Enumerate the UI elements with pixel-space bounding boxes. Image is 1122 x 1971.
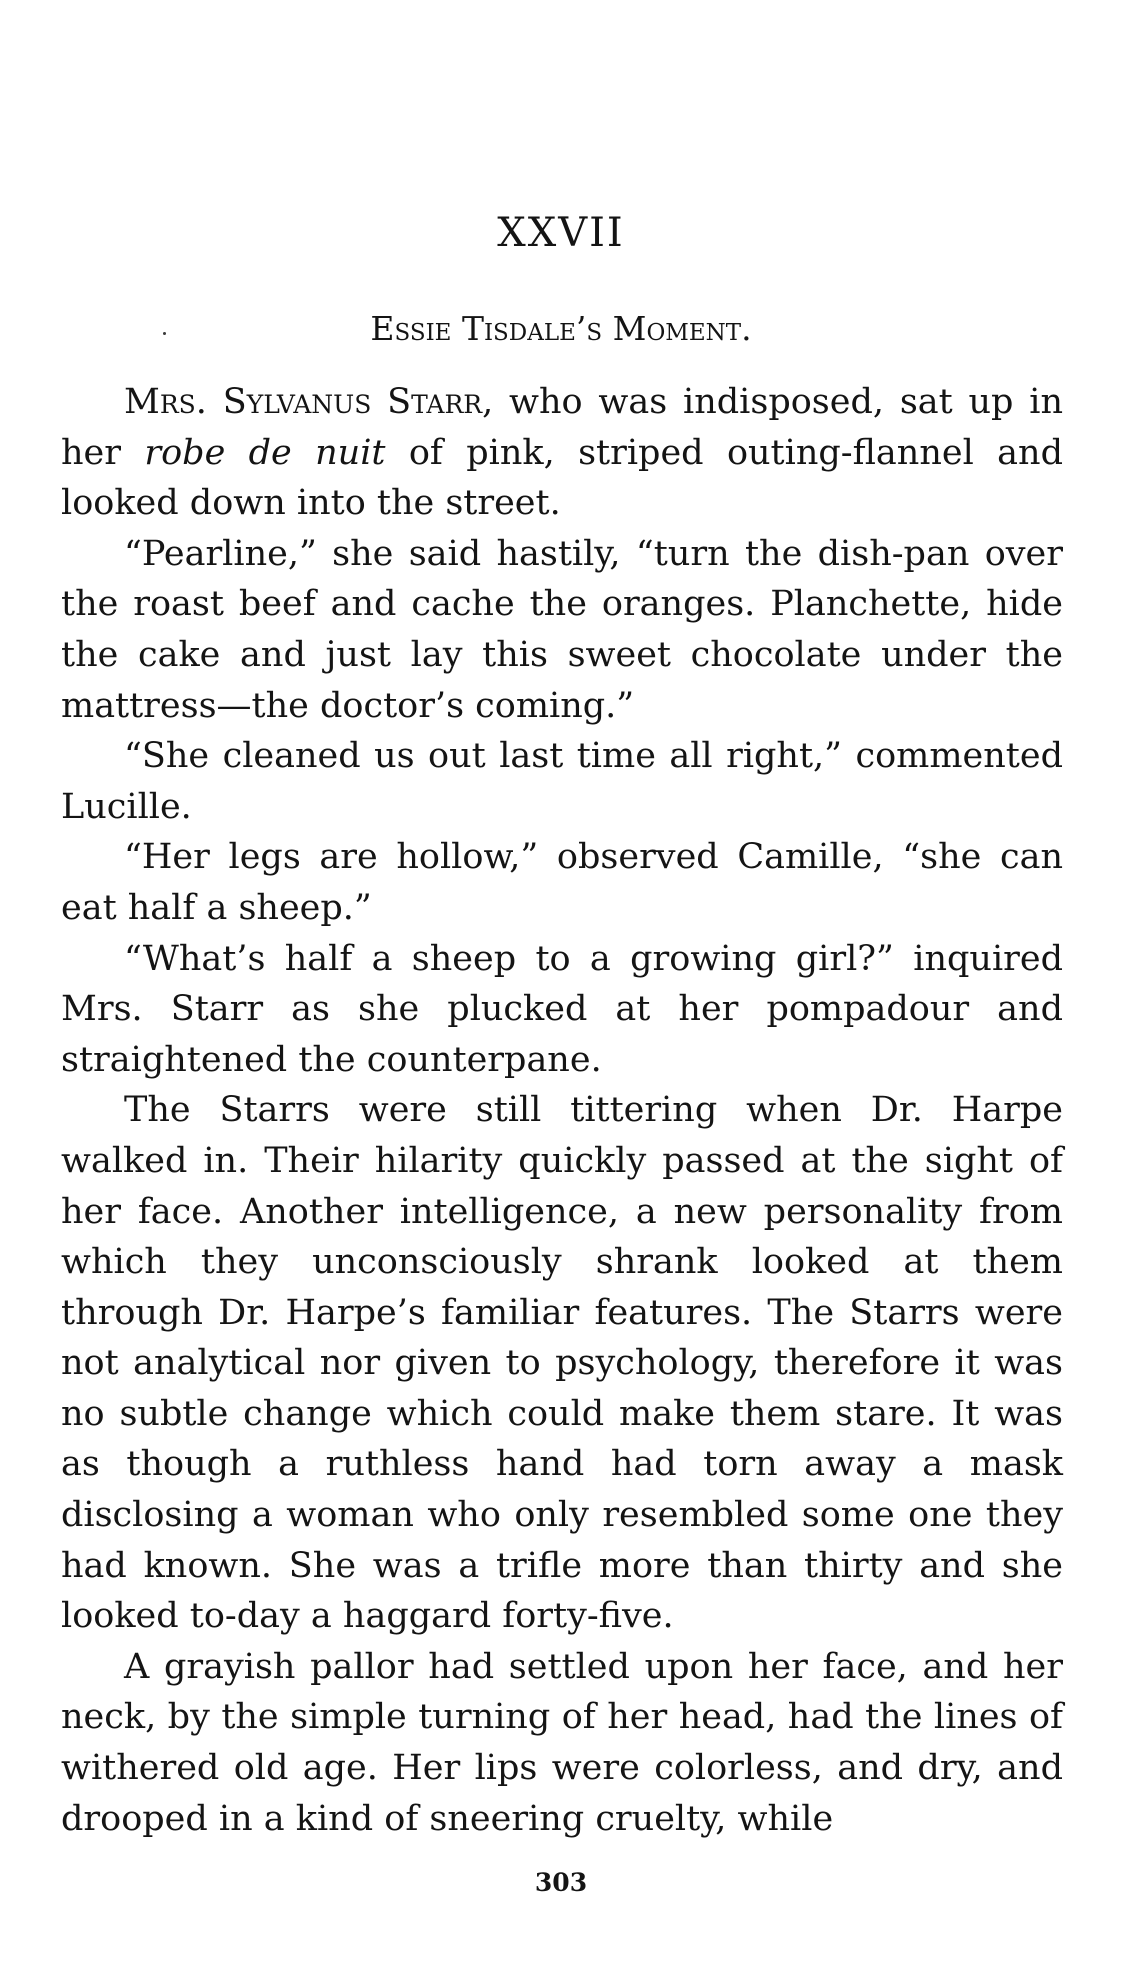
- paragraph-6: The Starrs were still tittering when Dr. Harpe walked in. Their hilarity quickly passed at the sight of her face. Another intelligence, a new personality from which they unconsciously shrank looked at them through Dr. Harpe’s familiar features. The Starrs were not analytical nor given to psychology, therefore it was no subtle change which could make them stare. It was as though a ruthless hand had torn away a mask disclosing a woman who only resembled some one they had known. She was a trifle more than thirty and she looked to-day a haggard forty-five.: [61, 1090, 1063, 1637]
- chapter-number: XXVII: [497, 210, 625, 256]
- paragraph-1: [61, 377, 1063, 529]
- page-number: 303: [534, 1868, 588, 1897]
- paragraph-italic-phrase: robe de nuit: [144, 432, 386, 473]
- paragraph-5: “What’s half a sheep to a growing girl?” inquired Mrs. Starr as she plucked at her pompadour and straightened the counterpane.: [61, 938, 1063, 1080]
- chapter-title: Essie Tisdale’s Moment.: [370, 309, 752, 348]
- paragraph-text-tail: of pink, striped outing-flannel and looked down into the street.: [61, 432, 1063, 524]
- paragraph-4: “Her legs are hollow,” observed Camille, “she can eat half a sheep.”: [61, 837, 1063, 928]
- paragraph-lead-name: Mrs. Sylvanus Starr,: [124, 382, 494, 422]
- paragraph-7: A grayish pallor had settled upon her face, and her neck, by the simple turning of her head, had the lines of withered old age. Her lips were colorless, and dry, and drooped in a kind of sneering cruelty, while: [61, 1646, 1063, 1839]
- paragraph-3: “She cleaned us out last time all right,” commented Lucille.: [61, 736, 1063, 827]
- paragraph-text: who was indisposed, sat up in her: [61, 382, 1064, 473]
- paragraph-2: “Pearline,” she said hastily, “turn the dish-pan over the roast beef and cache the oranges. Planchette, hide the cake and just lay this sweet chocolate under the mattress—the doctor’s coming.”: [61, 533, 1063, 726]
- body-text: [61, 377, 1063, 1844]
